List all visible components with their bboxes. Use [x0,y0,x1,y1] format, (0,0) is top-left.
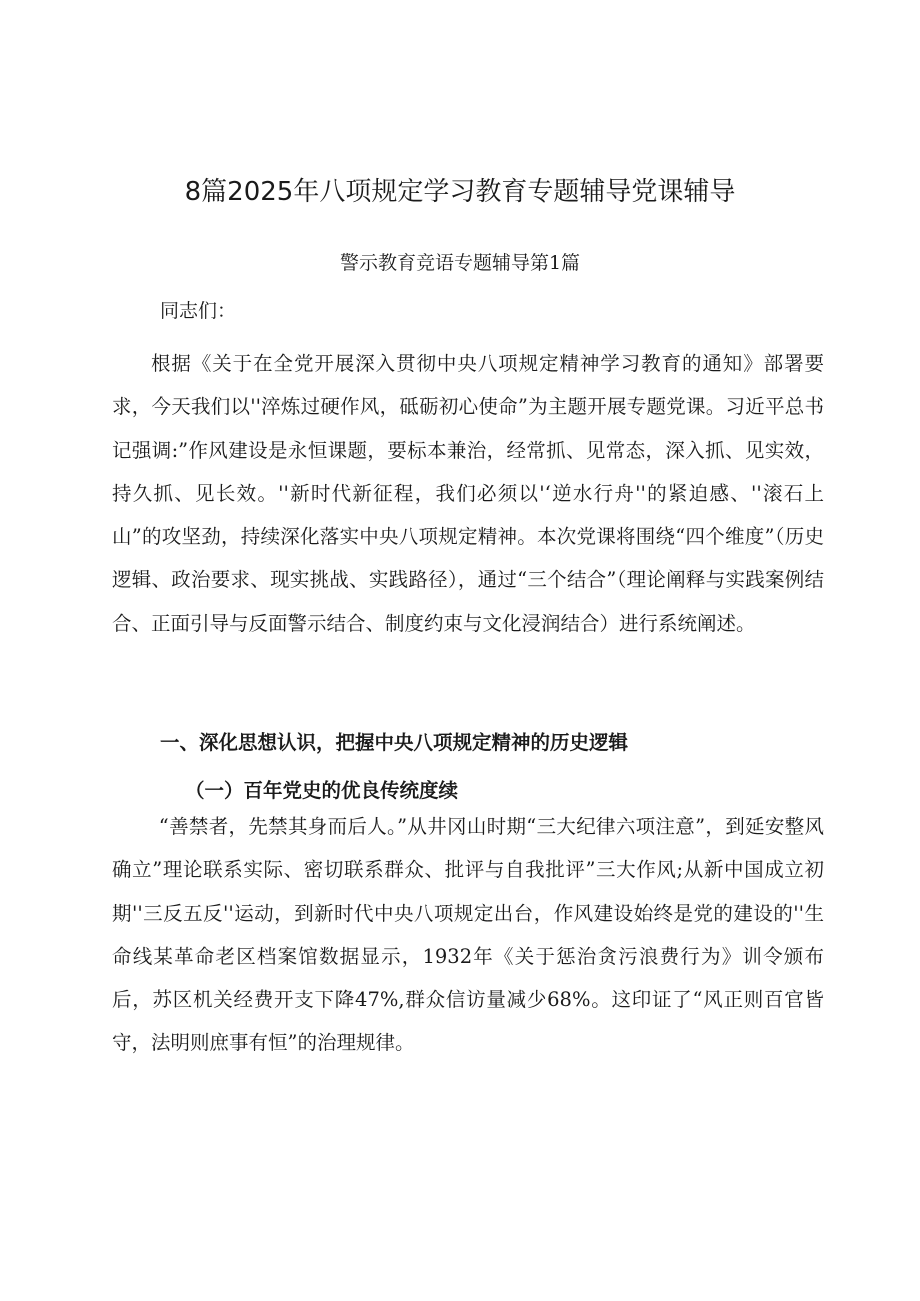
subsection-heading-1: （一）百年党史的优良传统度续 [185,779,459,802]
salutation: 同志们： [160,300,237,322]
section-heading-1: 一、深化思想认识，把握中央八项规定精神的历史逻辑 [160,731,629,754]
document-title: 8篇2025年八项规定学习教育专题辅导党课辅导 [184,177,736,207]
document-subtitle: 警示教育竞语专题辅导第1篇 [339,252,581,274]
history-paragraph: “善禁者，先禁其身而后人。”从井冈山时期“三大纪律六项注意”，到延安整风确立”理论联系实际、密切联系群众、批评与自我批评”三大作风;从新中国成立初期''三反五反''运动，到新时代中央八项规定出台，作风建设始终是党的建设的''生命线某革命老区档案馆数据显示，1932年《关于惩治贪污浪费行为》训令颁布后，苏区机关经费开支下降47%,群众信访量减少68%。这印证了“风正则百官皆守，法明则庶事有恒”的治理规律。 [112,815,824,1055]
intro-paragraph: 根据《关于在全党开展深入贯彻中央八项规定精神学习教育的通知》部署要求，今天我们以''淬炼过硬作风，砥砺初心使命”为主题开展专题党课。习近平总书记强调:”作风建设是永恒课题，要标本兼治，经常抓、见常态，深入抓、见实效，持久抓、见长效。''新时代新征程，我们必须以'‘逆水行舟''的紧迫感、''滚石上山”的攻坚劲，持续深化落实中央八项规定精神。本次党课将围绕“四个维度”（历史逻辑、政治要求、现实挑战、实践路径），通过“三个结合”（理论阐释与实践案例结合、正面引导与反面警示结合、制度约束与文化浸润结合）进行系统阐述。 [112,352,824,635]
